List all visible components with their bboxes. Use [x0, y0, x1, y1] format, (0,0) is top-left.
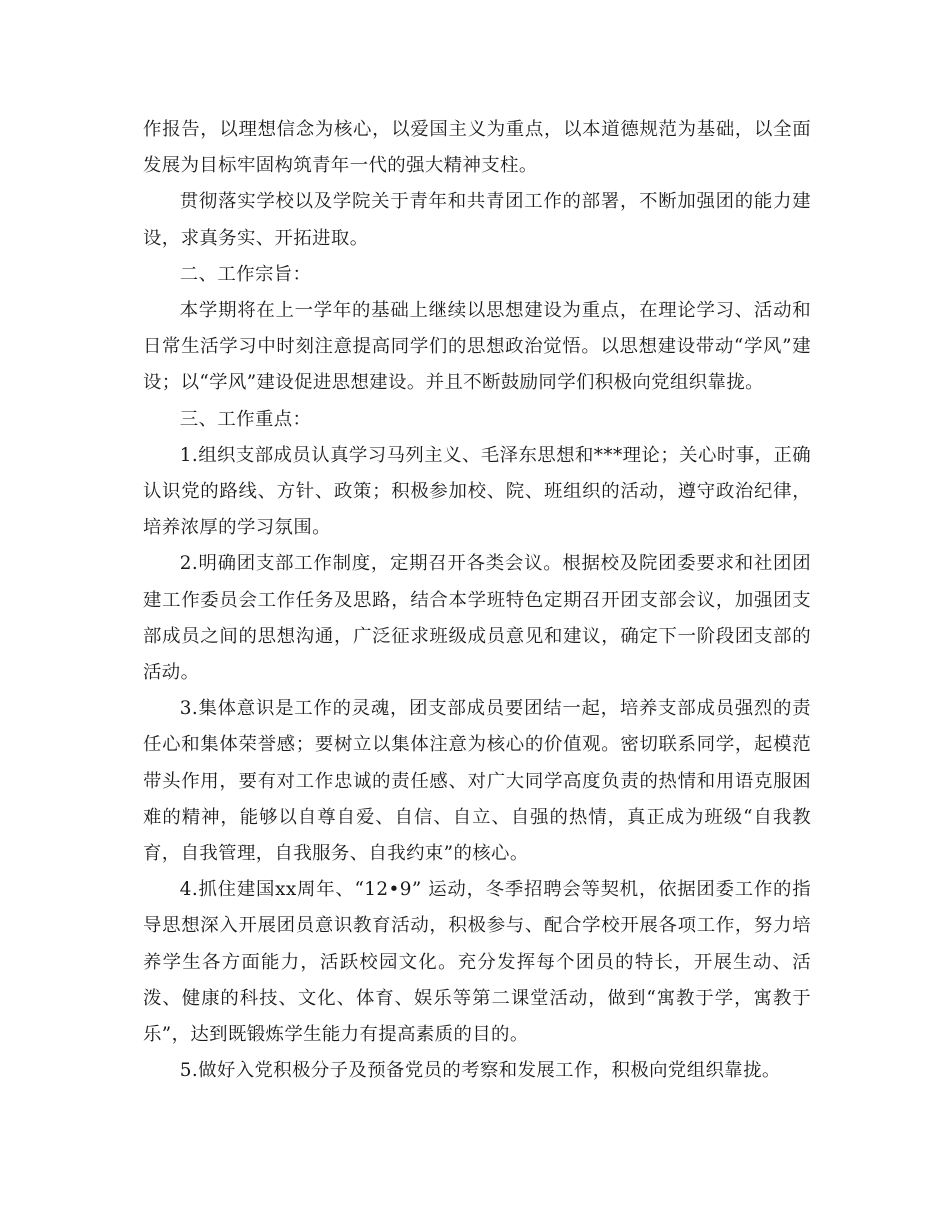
focus-item-4: 4.抓住建国xx周年、“12•9” 运动，冬季招聘会等契机，依据团委工作的指导思想深入开展团员意识教育活动，积极参与、配合学校开展各项工作，努力培养学生各方面能力，活跃校园文化。充分发挥每个团员的特长，开展生动、活泼、健康的科技、文化、体育、娱乐等第二课堂活动，做到“寓教于学，寓教于乐”，达到既锻炼学生能力有提高素质的目的。	[143, 879, 811, 1046]
focus-item-2: 2.明确团支部工作制度，定期召开各类会议。根据校及院团委要求和社团团建工作委员会工作任务及思路，结合本学班特色定期召开团支部会议，加强团支部成员之间的思想沟通，广泛征求班级成员意见和建议，确定下一阶段团支部的活动。	[143, 553, 811, 684]
focus-item-3: 3.集体意识是工作的灵魂，团支部成员要团结一起，培养支部成员强烈的责任心和集体荣誉感；要树立以集体注意为核心的价值观。密切联系同学，起模范带头作用，要有对工作忠诚的责任感、对广大同学高度负责的热情和用语克服困难的精神，能够以自尊自爱、自信、自立、自强的热情，真正成为班级“自我教育，自我管理，自我服务、自我约束”的核心。	[143, 698, 811, 865]
paragraph-continuation: 作报告，以理想信念为核心，以爱国主义为重点，以本道德规范为基础，以全面发展为目标牢固构筑青年一代的强大精神支柱。	[143, 119, 811, 177]
section-heading-focus: 三、工作重点：	[179, 408, 312, 430]
section-heading-purpose: 二、工作宗旨：	[179, 263, 312, 285]
paragraph-purpose: 本学期将在上一学年的基础上继续以思想建设为重点，在理论学习、活动和日常生活学习中时刻注意提高同学们的思想政治觉悟。以思想建设带动“学风”建设；以“学风”建设促进思想建设。并且不断鼓励同学们积极向党组织靠拢。	[143, 300, 811, 394]
focus-item-1: 1.组织支部成员认真学习马列主义、毛泽东思想和***理论；关心时事，正确认识党的路线、方针、政策；积极参加校、院、班组织的活动，遵守政治纪律，培养浓厚的学习氛围。	[143, 444, 811, 539]
paragraph-implementation: 贯彻落实学校以及学院关于青年和共青团工作的部署，不断加强团的能力建设，求真务实、开拓进取。	[143, 191, 811, 249]
document-body	[143, 112, 811, 1089]
focus-item-5: 5.做好入党积极分子及预备党员的考察和发展工作，积极向党组织靠拢。	[179, 1060, 781, 1082]
